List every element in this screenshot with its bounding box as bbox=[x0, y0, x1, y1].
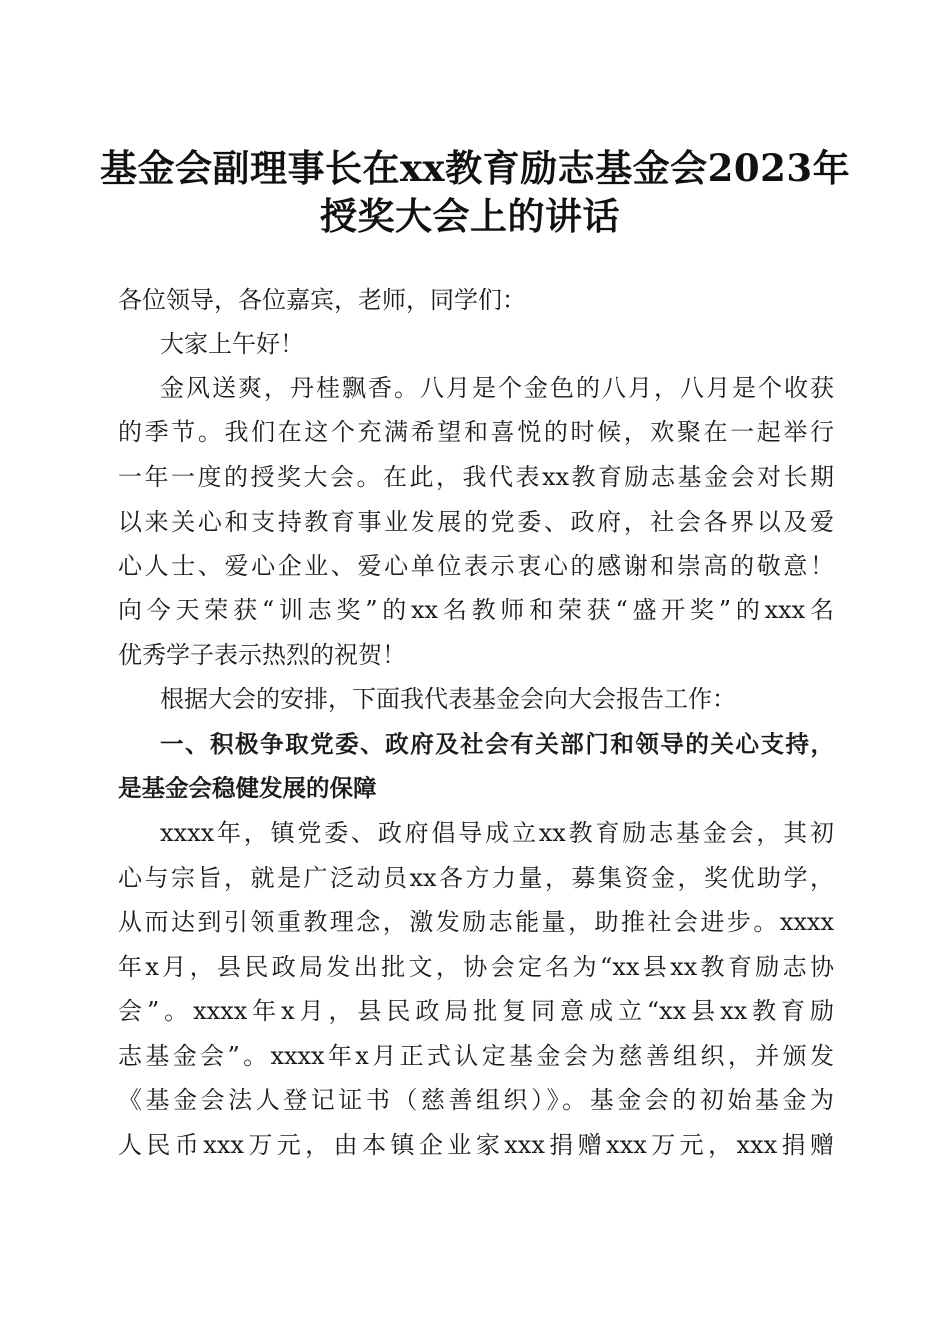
paragraph-line: 根据大会的安排，下面我代表基金会向大会报告工作： bbox=[160, 685, 736, 713]
paragraph-line: 人民币xxx万元，由本镇企业家xxx捐赠xxx万元，xxx捐赠 bbox=[118, 1131, 834, 1159]
paragraph-line: 《基金会法人登记证书（慈善组织）》。基金会的初始基金为 bbox=[118, 1086, 834, 1114]
paragraph-line: 会”。xxxx年x月，县民政局批复同意成立“xx县xx教育励 bbox=[118, 997, 834, 1025]
paragraph-line: 心与宗旨，就是广泛动员xx各方力量，募集资金，奖优助学， bbox=[118, 864, 834, 892]
paragraph-line: 从而达到引领重教理念，激发励志能量，助推社会进步。xxxx bbox=[118, 908, 834, 936]
paragraph-line: 心人士、爱心企业、爱心单位表示衷心的感谢和崇高的敬意！ bbox=[118, 552, 834, 580]
section-heading-line: 一、积极争取党委、政府及社会有关部门和领导的关心支持， bbox=[160, 730, 834, 758]
paragraph-line: xxxx年，镇党委、政府倡导成立xx教育励志基金会，其初 bbox=[160, 819, 834, 847]
paragraph-line: 志基金会”。xxxx年x月正式认定基金会为慈善组织，并颁发 bbox=[118, 1042, 834, 1070]
salutation: 各位领导，各位嘉宾，老师，同学们： bbox=[118, 286, 526, 314]
paragraph-line: 一年一度的授奖大会。在此，我代表xx教育励志基金会对长期 bbox=[118, 463, 834, 491]
paragraph-line: 以来关心和支持教育事业发展的党委、政府，社会各界以及爱 bbox=[118, 508, 834, 536]
paragraph-line: 金风送爽，丹桂飘香。八月是个金色的八月，八月是个收获 bbox=[160, 374, 834, 402]
document-title-line-1: 基金会副理事长在xx教育励志基金会2023年 bbox=[100, 146, 851, 190]
paragraph-line: 向今天荣获“训志奖”的xx名教师和荣获“盛开奖”的xxx名 bbox=[118, 596, 834, 624]
document-title-line-2: 授奖大会上的讲话 bbox=[320, 194, 620, 238]
section-heading-line: 是基金会稳健发展的保障 bbox=[118, 774, 377, 802]
paragraph-line: 年x月，县民政局发出批文，协会定名为“xx县xx教育励志协 bbox=[118, 953, 834, 981]
paragraph-line: 的季节。我们在这个充满希望和喜悦的时候，欢聚在一起举行 bbox=[118, 418, 834, 446]
greeting: 大家上午好！ bbox=[160, 330, 304, 358]
paragraph-line: 优秀学子表示热烈的祝贺！ bbox=[118, 641, 406, 669]
